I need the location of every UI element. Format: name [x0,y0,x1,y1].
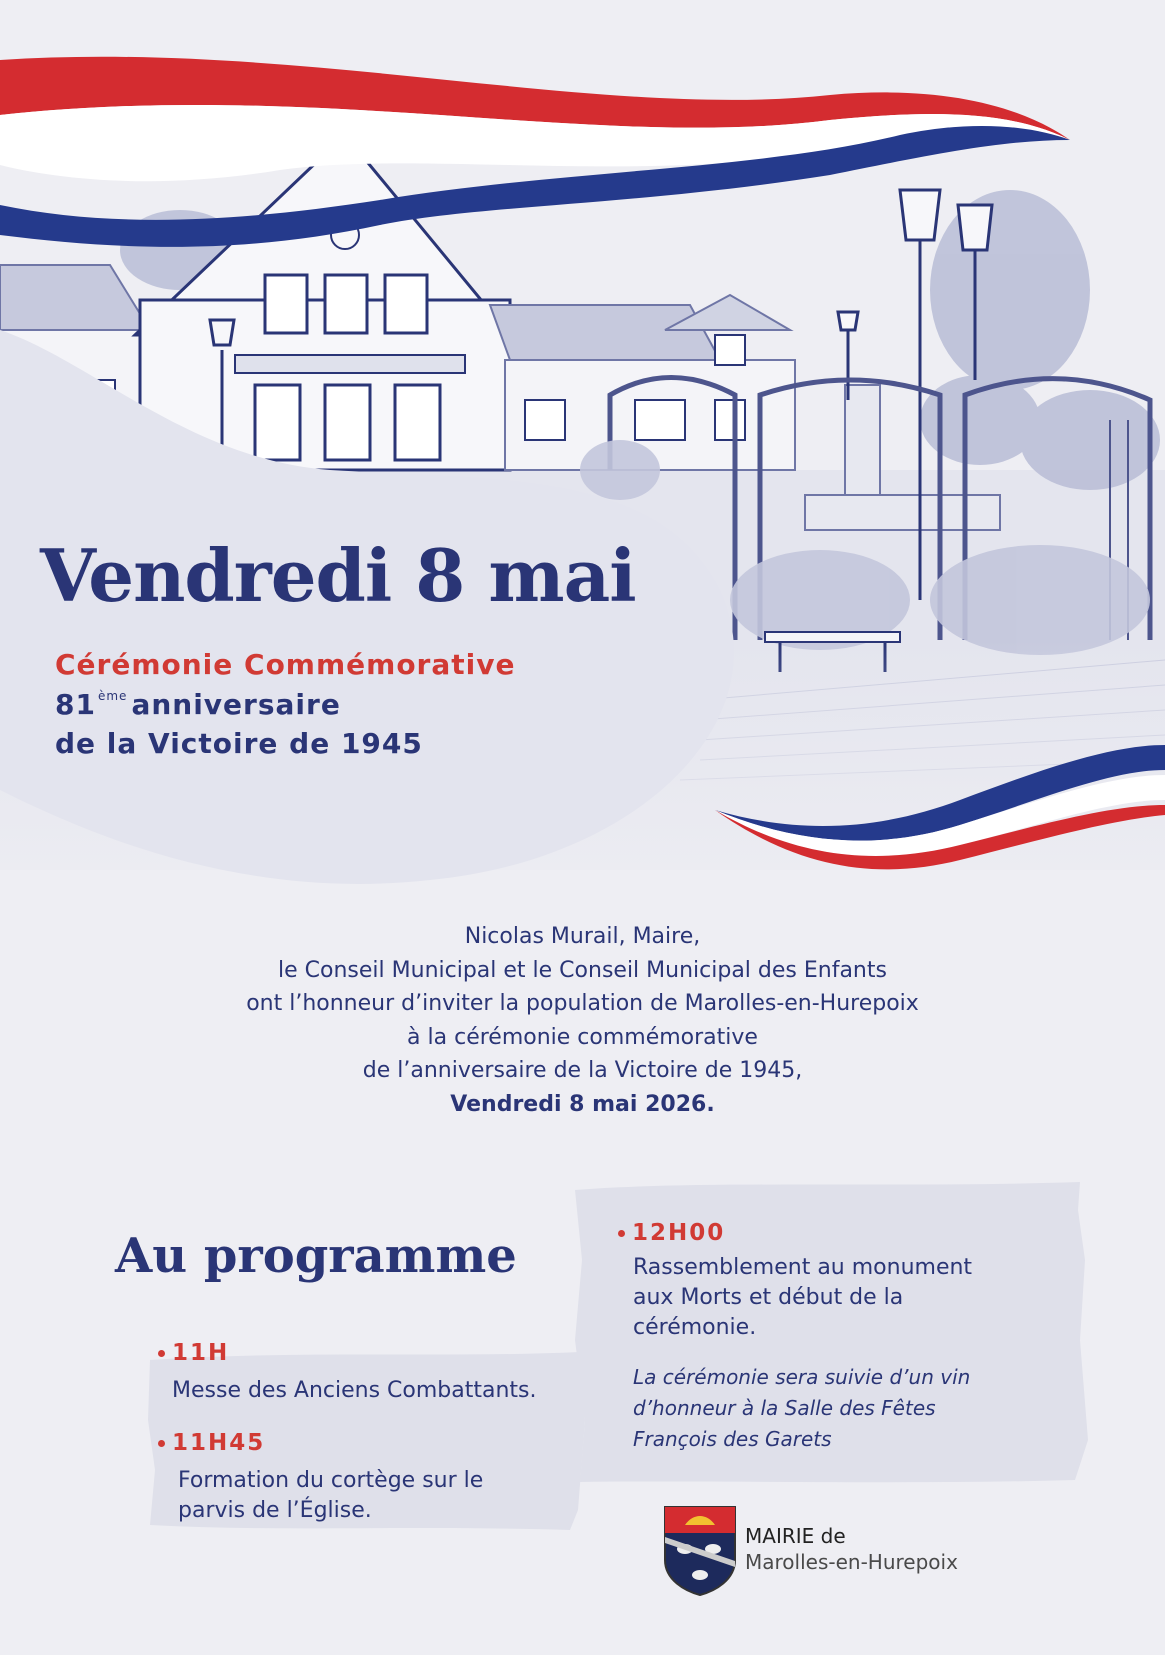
programme-note: La cérémonie sera suivie d’un vin d’honneur à la Salle des Fêtes François des Garets [633,1365,971,1451]
bullet-icon [618,1230,625,1237]
ceremony-subtitle: Cérémonie Commémorative [55,648,516,681]
invitation-date: Vendredi 8 mai 2026. [450,1091,715,1117]
programme-desc: Rassemblement au monument aux Morts et début de la cérémonie. [633,1255,973,1340]
invitation-line: le Conseil Municipal et le Conseil Municipal des Enfants [278,957,887,983]
page-title: Vendredi 8 mai [40,533,636,618]
invitation-text [0,920,1165,1121]
programme-desc: Messe des Anciens Combattants. [172,1378,537,1403]
programme-time: 12H00 [618,1222,725,1245]
victory-line: de la Victoire de 1945 [55,727,423,760]
logo-line2: Marolles-en-Hurepoix [745,1550,958,1574]
anniversary-line [55,690,341,719]
invitation-line: à la cérémonie commémorative [407,1024,758,1050]
anniversary-word: anniversaire [131,688,341,721]
programme-title: Au programme [115,1228,517,1284]
logo-line1: MAIRIE de [745,1524,846,1548]
anniversary-superscript: ème [97,689,128,703]
programme-desc: Formation du cortège sur le parvis de l’Église. [178,1468,484,1523]
anniversary-number: 81 [55,688,96,721]
bullet-icon [158,1440,165,1447]
invitation-line: ont l’honneur d’inviter la population de Marolles-en-Hurepoix [246,991,919,1016]
coat-of-arms-icon [663,1505,737,1597]
programme-time: 11H45 [158,1432,265,1455]
mairie-logo-text [745,1523,958,1575]
invitation-line: Nicolas Murail, Maire, [464,924,701,949]
bullet-icon [158,1350,165,1357]
programme-time: 11H [158,1342,229,1365]
invitation-line: de l’anniversaire de la Victoire de 1945, [362,1058,803,1083]
